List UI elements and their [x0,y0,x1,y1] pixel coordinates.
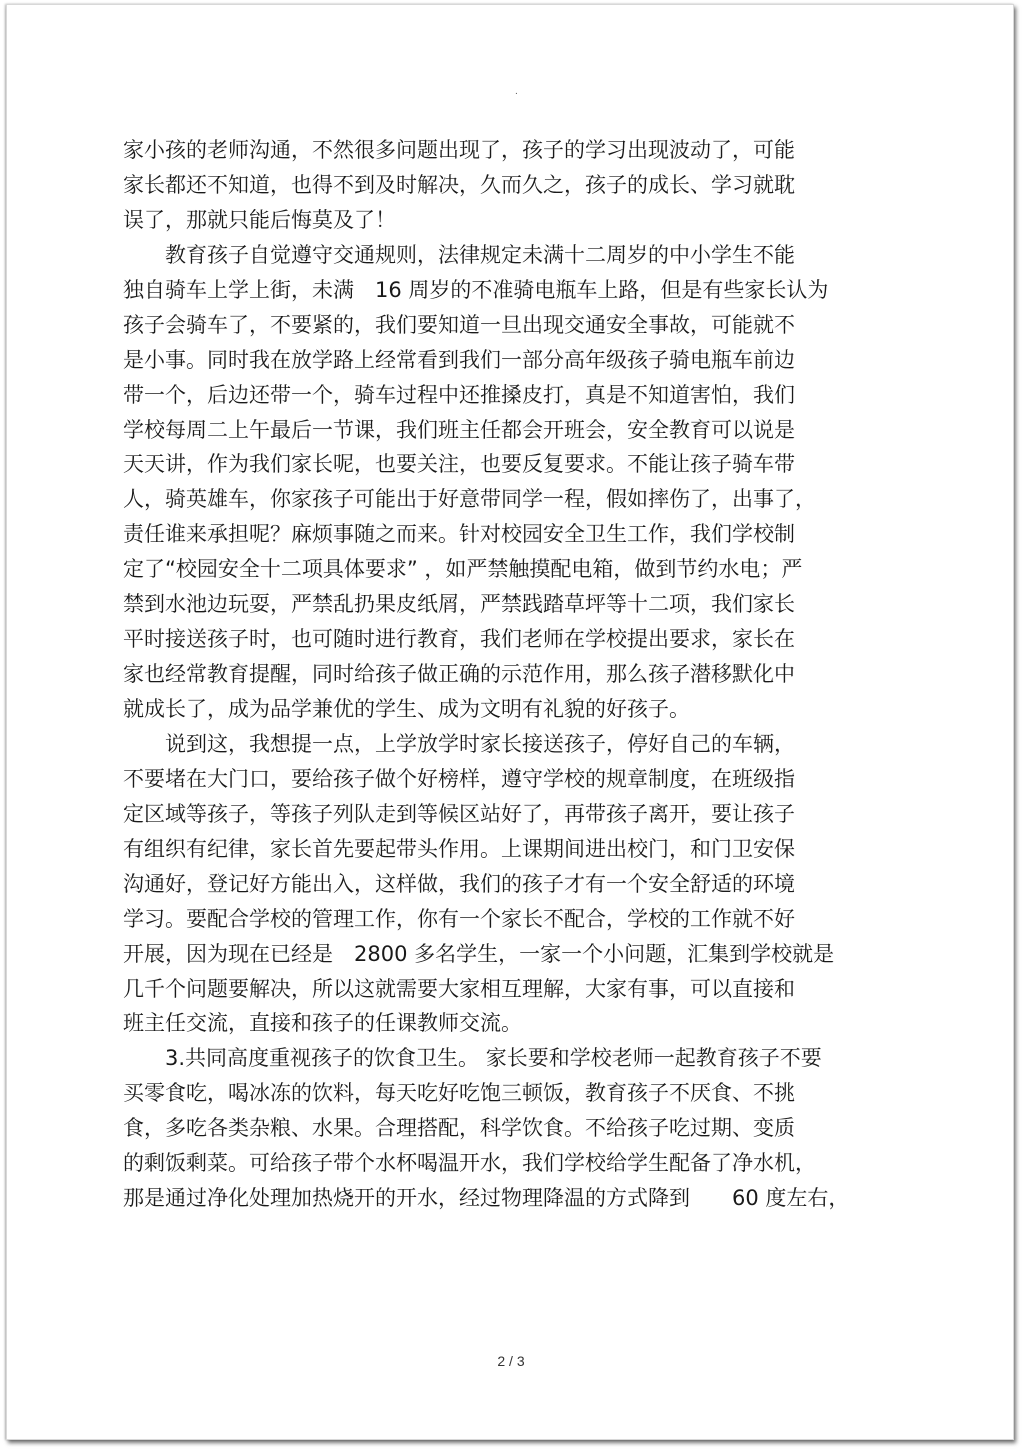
text-line: 定区域等孩子，等孩子列队走到等候区站好了，再带孩子离开，要让孩子 [123,801,795,826]
text-line: 说到这，我想提一点，上学放学时家长接送孩子，停好自己的车辆， [123,731,795,756]
text-line: 责任谁来承担呢？麻烦事随之而来。针对校园安全卫生工作，我们学校制 [123,522,795,547]
text-line: 带一个，后边还带一个，骑车过程中还推搡皮打，真是不知道害怕，我们 [123,382,795,407]
text-line: 3.共同高度重视孩子的饮食卫生。 家长要和学校老师一起教育孩子不要 [123,1046,822,1071]
text-line: 几千个问题要解决，所以这就需要大家相互理解，大家有事，可以直接和 [123,976,795,1001]
text-line: 教育孩子自觉遵守交通规则，法律规定未满十二周岁的中小学生不能 [123,242,795,267]
page-number: 2 / 3 [497,1353,525,1369]
text-line: 沟通好，登记好方能出入，这样做，我们的孩子才有一个安全舒适的环境 [123,871,795,896]
text-line: 禁到水池边玩耍，严禁乱扔果皮纸屑，严禁践踏草坪等十二项，我们家长 [123,592,795,617]
text-line: 食，多吃各类杂粮、水果。合理搭配，科学饮食。不给孩子吃过期、变质 [123,1116,795,1141]
text-line: 学习。要配合学校的管理工作，你有一个家长不配合，学校的工作就不好 [123,906,795,931]
text-line: 孩子会骑车了，不要紧的，我们要知道一旦出现交通安全事故，可能就不 [123,312,795,337]
text-line: 天天讲，作为我们家长呢，也要关注，也要反复要求。不能让孩子骑车带 [123,452,795,477]
text-line: 就成长了，成为品学兼优的学生、成为文明有礼貌的好孩子。 [123,697,690,721]
text-line: 的剩饭剩菜。可给孩子带个水杯喝温开水，我们学校给学生配备了净水机， [123,1151,816,1176]
text-line: 人，骑英雄车，你家孩子可能出于好意带同学一程，假如摔伤了，出事了， [123,487,816,512]
header-mark: . [515,86,518,97]
text-line: 平时接送孩子时，也可随时进行教育，我们老师在学校提出要求，家长在 [123,627,795,652]
text-line: 家也经常教育提醒，同时给孩子做正确的示范作用，那么孩子潜移默化中 [123,662,795,687]
text-line: 家小孩的老师沟通，不然很多问题出现了，孩子的学习出现波动了，可能 [123,138,795,162]
text-line: 误了，那就只能后悔莫及了！ [123,207,396,232]
text-line: 那是通过净化处理加热烧开的开水，经过物理降温的方式降到 60 度左右， [123,1186,850,1211]
document-page [6,4,1014,1440]
body-text [123,133,913,1216]
text-line: 独自骑车上学上街，未满 16 周岁的不准骑电瓶车上路，但是有些家长认为 [123,277,829,302]
text-line: 学校每周二上午最后一节课，我们班主任都会开班会，安全教育可以说是 [123,417,795,442]
text-line: 是小事。同时我在放学路上经常看到我们一部分高年级孩子骑电瓶车前边 [123,347,795,372]
text-line: 有组织有纪律，家长首先要起带头作用。上课期间进出校门，和门卫安保 [123,836,795,861]
text-line: 不要堵在大门口，要给孩子做个好榜样，遵守学校的规章制度，在班级指 [123,766,795,791]
text-line: 买零食吃，喝冰冻的饮料，每天吃好吃饱三顿饭，教育孩子不厌食、不挑 [123,1081,795,1106]
text-line: 开展，因为现在已经是 2800 多名学生，一家一个小问题，汇集到学校就是 [123,941,835,966]
text-line: 定了“校园安全十二项具体要求” ，如严禁触摸配电箱，做到节约水电；严 [123,557,803,582]
text-line: 家长都还不知道，也得不到及时解决，久而久之，孩子的成长、学习就耽 [123,172,795,197]
text-line: 班主任交流，直接和孩子的任课教师交流。 [123,1011,522,1036]
